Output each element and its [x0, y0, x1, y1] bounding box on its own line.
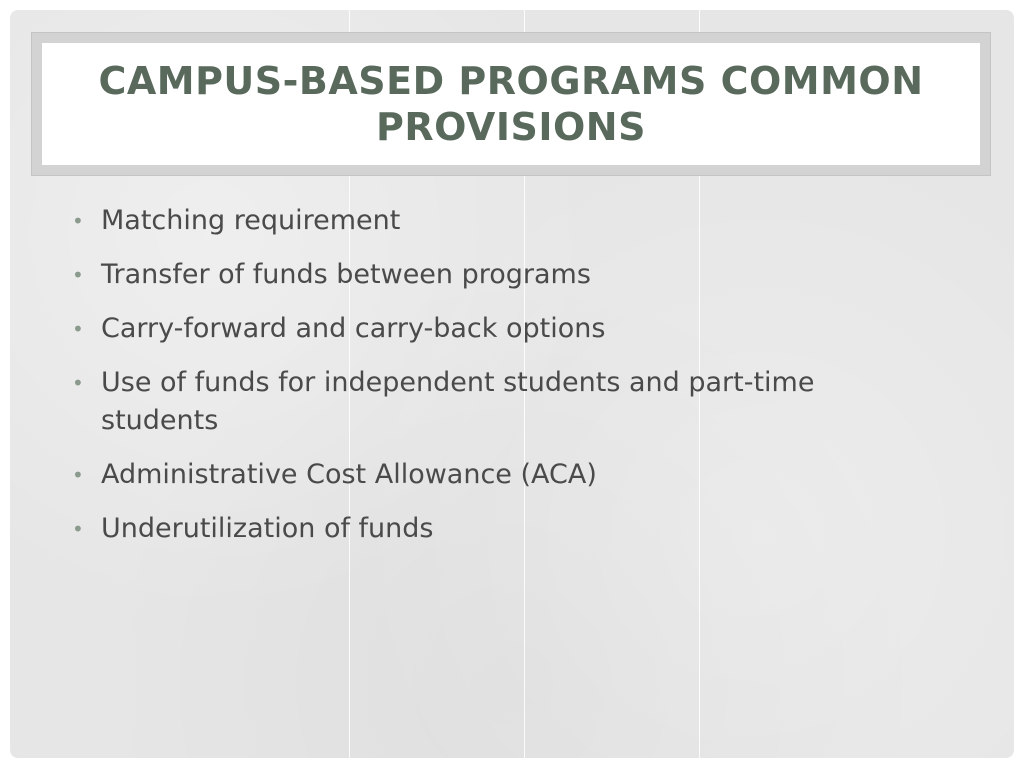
- bullet-item: [58, 202, 918, 240]
- bullet-dot-icon: •: [72, 371, 84, 395]
- title-frame: [31, 32, 991, 176]
- bullet-item: [58, 310, 918, 348]
- bullet-text: Underutilization of funds: [101, 513, 434, 544]
- bullet-text: Carry-forward and carry-back options: [101, 313, 606, 344]
- bullet-item: [58, 256, 918, 294]
- bullet-item: [58, 364, 918, 440]
- bullet-dot-icon: •: [72, 263, 84, 287]
- bullet-text: Transfer of funds between programs: [101, 259, 591, 290]
- bullet-item: [58, 510, 918, 548]
- bullet-item: [58, 456, 918, 494]
- bullet-text: Administrative Cost Allowance (ACA): [101, 459, 597, 490]
- bullet-dot-icon: •: [72, 317, 84, 341]
- bullet-list: [58, 202, 918, 564]
- slide: [10, 10, 1014, 758]
- bullet-text: Use of funds for independent students and part-time students: [101, 367, 815, 436]
- bullet-dot-icon: •: [72, 517, 84, 541]
- title-box: [42, 43, 980, 165]
- bullet-dot-icon: •: [72, 209, 84, 233]
- slide-title: CAMPUS-BASED PROGRAMS COMMON PROVISIONS: [98, 59, 924, 149]
- bullet-text: Matching requirement: [101, 205, 401, 236]
- bullet-dot-icon: •: [72, 463, 84, 487]
